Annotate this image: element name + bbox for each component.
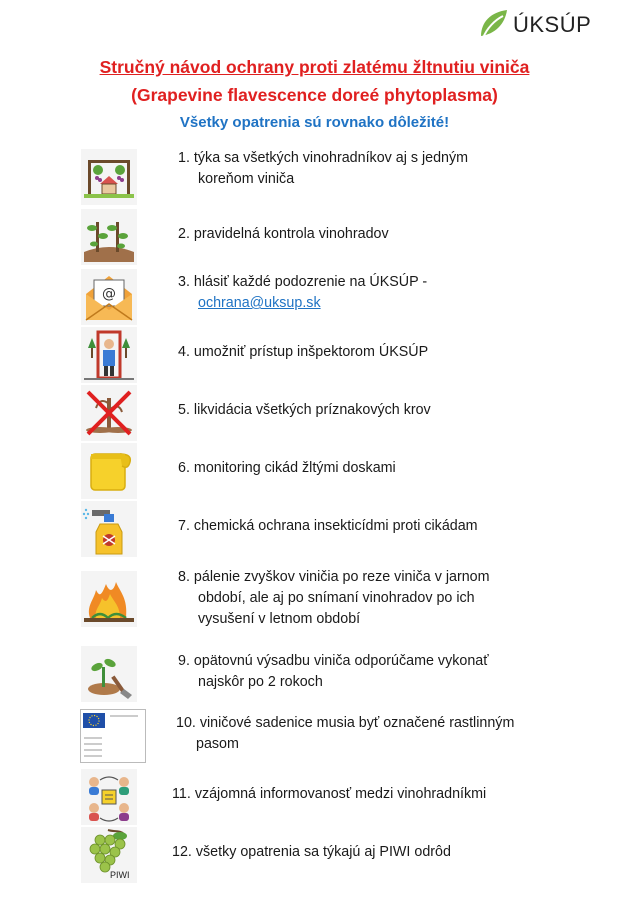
page-title: Stručný návod ochrany proti zlatému žltnutiu viniča <box>99 57 530 77</box>
plant-passport-icon <box>80 709 146 763</box>
item-text: 7. chemická ochrana insekticídmi proti cikádam <box>178 518 478 534</box>
spray-bottle-icon <box>80 500 138 558</box>
vineyard-house-icon <box>80 148 138 206</box>
item-text: 5. likvidácia všetkých príznakových krov <box>178 402 431 418</box>
item-text: 8. pálenie zvyškov viničia po reze viniča v jarnom období, ale aj po snímaní vinohradov po ich vysušení v letnom období <box>178 569 490 627</box>
page-subtitle: Všetky opatrenia sú rovnako dôležité! <box>179 114 450 131</box>
uksup-logo <box>477 6 607 46</box>
item-text: 11. vzájomná informovanosť medzi vinohradníkmi <box>172 786 487 802</box>
piwi-icon-label: PIWI <box>110 870 130 880</box>
vine-plants-icon <box>80 208 138 266</box>
people-communication-icon <box>80 768 138 826</box>
yellow-trap-icon <box>80 442 138 500</box>
item-text: 4. umožniť prístup inšpektorom ÚKSÚP <box>178 344 429 360</box>
crossed-plant-icon <box>80 384 138 442</box>
svg-text:@: @ <box>102 286 116 302</box>
grapes-piwi-icon <box>80 826 138 884</box>
logo-text: ÚKSÚP <box>513 12 592 37</box>
leaf-logo-icon <box>477 6 513 42</box>
seedling-shovel-icon <box>80 645 138 703</box>
inspector-gate-icon <box>80 326 138 384</box>
item-text: 6. monitoring cikád žltými doskami <box>178 460 396 476</box>
item-text: 12. všetky opatrenia sa týkajú aj PIWI odrôd <box>172 844 451 860</box>
burning-bush-icon <box>80 570 138 628</box>
email-envelope-icon <box>80 268 138 326</box>
email-link[interactable]: ochrana@uksup.sk <box>198 295 321 311</box>
item-text: 1. týka sa všetkých vinohradníkov aj s jedným koreňom viniča <box>178 150 469 187</box>
page-title-latin: (Grapevine flavescence doreé phytoplasma) <box>131 85 498 105</box>
item-text: 10. viničové sadenice musia byť označené rastlinným pasom <box>176 715 515 752</box>
item-text: 3. hlásiť každé podozrenie na ÚKSÚP - ochrana@uksup.sk <box>178 274 428 311</box>
item-text: 2. pravidelná kontrola vinohradov <box>178 226 389 242</box>
item-text: 9. opätovnú výsadbu viniča odporúčame vykonať najskôr po 2 rokoch <box>178 653 489 690</box>
